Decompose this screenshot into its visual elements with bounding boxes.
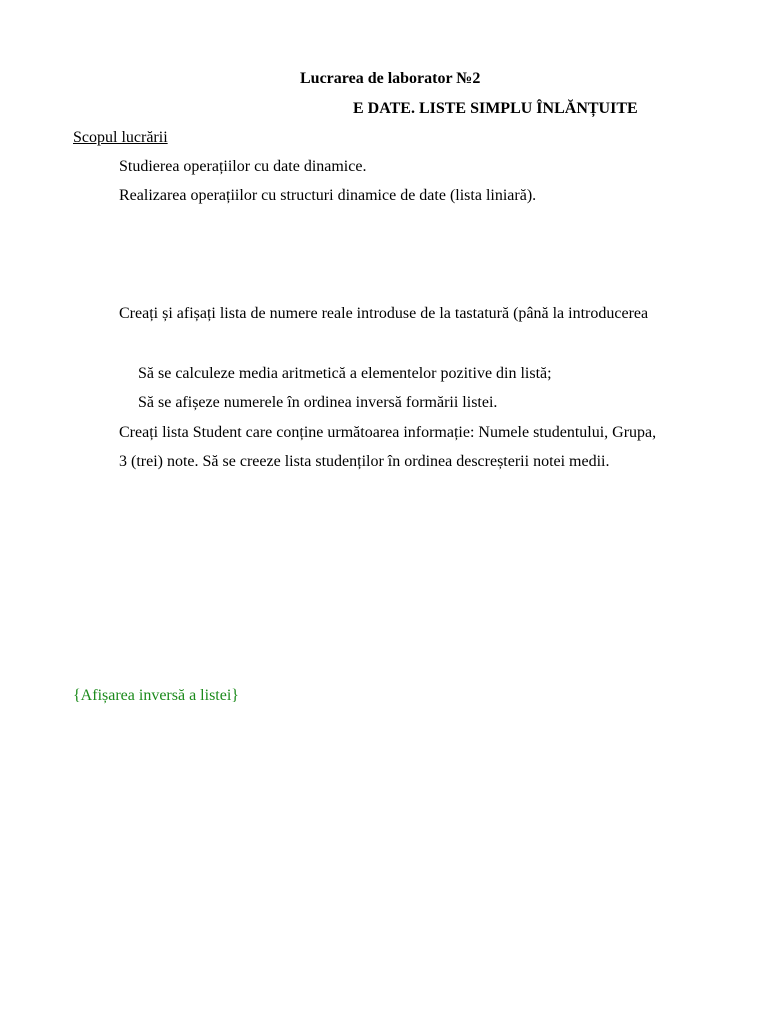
document-title: Lucrarea de laborator №2	[300, 70, 481, 87]
document-subtitle: E DATE. LISTE SIMPLU ÎNLĂNȚUITE	[353, 100, 638, 117]
subtask-item: Să se afișeze numerele în ordinea inversă formării listei.	[138, 394, 498, 411]
objective-item: Studierea operațiilor cu date dinamice.	[119, 158, 367, 175]
task2-line: Creați lista Student care conține următoarea informație: Numele studentului, Grupa,	[119, 424, 657, 441]
section-heading: Scopul lucrării	[73, 129, 168, 146]
task2-line: 3 (trei) note. Să se creeze lista studenților în ordinea descreșterii notei medii.	[119, 453, 610, 470]
subtask-item: Să se calculeze media aritmetică a elementelor pozitive din listă;	[138, 365, 552, 382]
objective-item: Realizarea operațiilor cu structuri dinamice de date (lista liniară).	[119, 187, 537, 204]
task-intro: Creați și afișați lista de numere reale introduse de la tastatură (până la introducerea	[119, 305, 649, 322]
code-comment: {Afișarea inversă a listei}	[73, 687, 239, 704]
